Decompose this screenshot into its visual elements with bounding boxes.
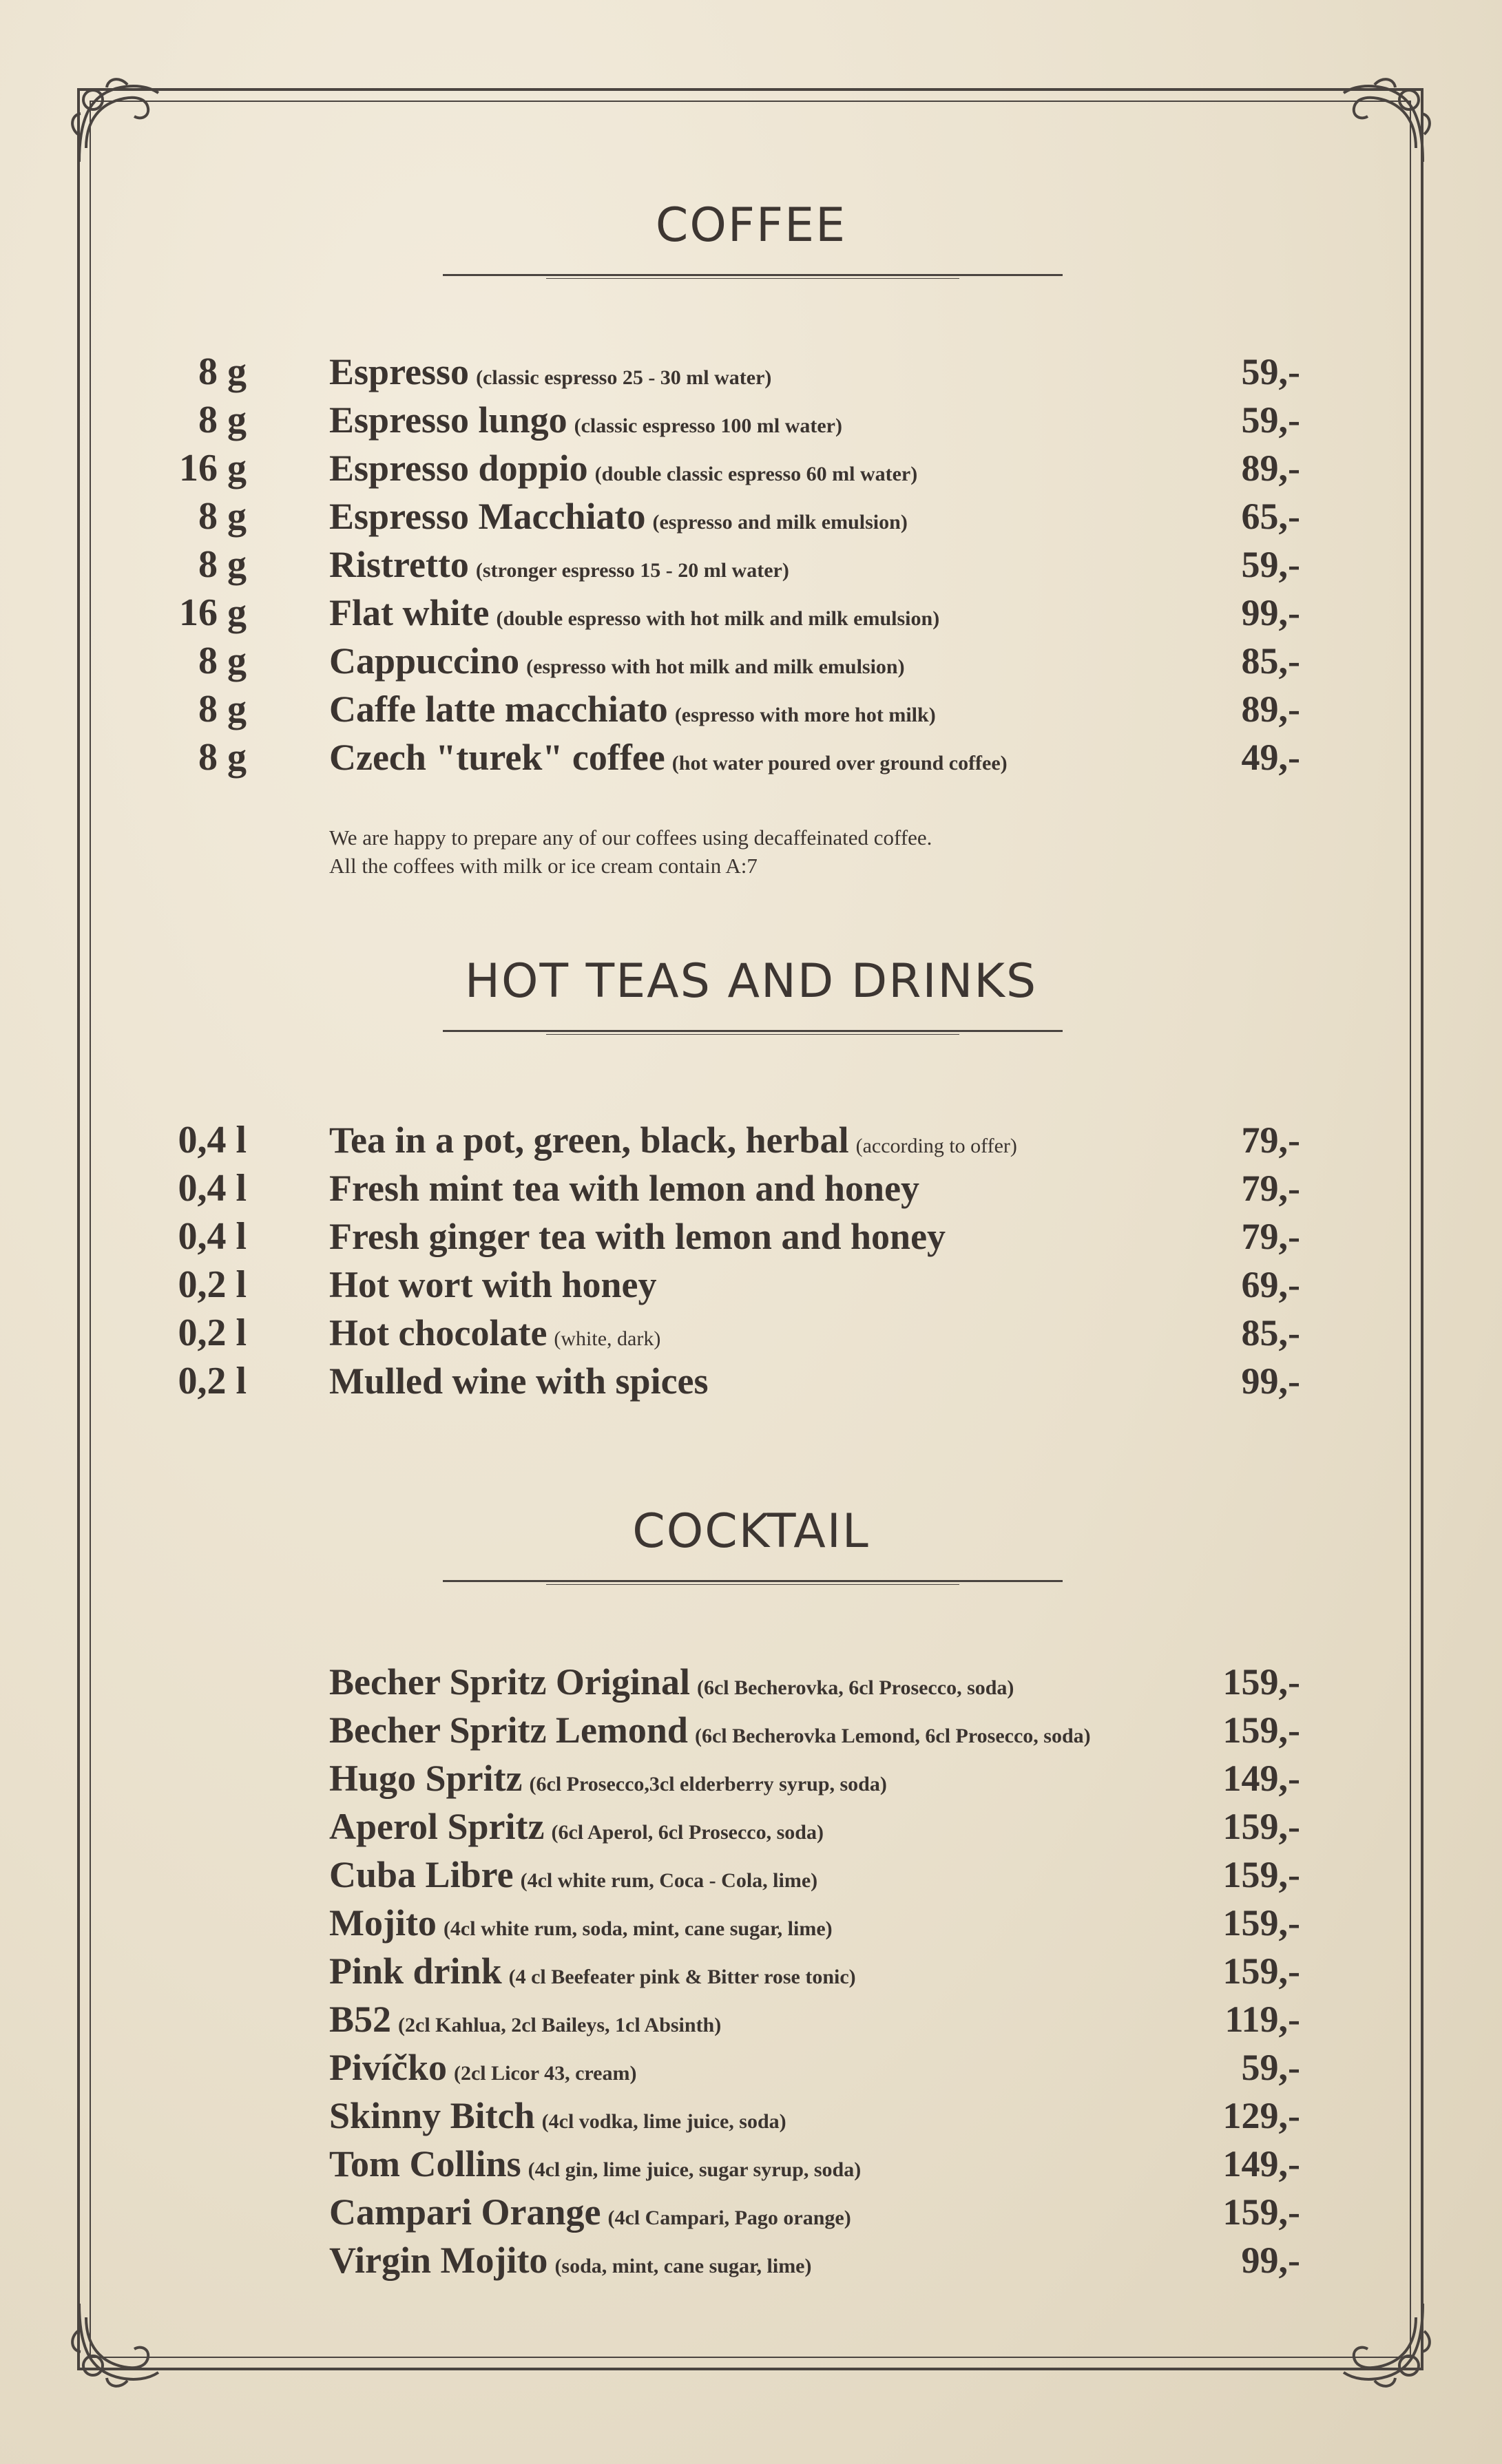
menu-item [329,542,789,593]
item-price: 79,- [1241,1119,1300,1161]
menu-item [329,397,842,449]
item-name: B52 [329,1999,392,2040]
menu-item-row [0,735,1502,780]
item-price: 159,- [1222,2191,1300,2233]
menu-item [329,590,939,642]
menu-item [329,1117,1017,1169]
item-description: (double classic espresso 60 ml water) [594,463,918,485]
item-price: 89,- [1241,447,1300,489]
item-name: Cappuccino [329,640,520,682]
item-description: (4cl Campari, Pago orange) [607,2207,851,2229]
menu-item [329,1659,1014,1711]
item-description: (4cl gin, lime juice, sugar syrup, soda) [528,2158,862,2181]
item-description: (hot water poured over ground coffee) [671,752,1008,775]
corner-ornament-icon [65,2290,169,2393]
menu-item-row [0,1659,1502,1705]
section-title-teas: HOT TEAS AND DRINKS [464,954,1038,1009]
item-price: 59,- [1241,544,1300,585]
item-name: Espresso lungo [329,399,567,441]
item-name: Hugo Spritz [329,1758,523,1799]
menu-item-row [0,1707,1502,1753]
item-price: 79,- [1241,1168,1300,1209]
item-name: Espresso [329,351,470,392]
item-quantity: 16 g [179,591,247,634]
item-quantity: 8 g [198,495,247,538]
item-name: Tom Collins [329,2143,521,2184]
menu-item-row [0,494,1502,539]
item-name: Aperol Spritz [329,1806,545,1847]
menu-item [329,494,908,545]
item-price: 149,- [1222,2143,1300,2184]
corner-ornament-icon [65,72,169,176]
item-price: 85,- [1241,1312,1300,1354]
menu-item-row [0,1117,1502,1163]
item-price: 149,- [1222,1758,1300,1799]
coffee-note-line: We are happy to prepare any of our coffees using decaffeinated coffee. [329,825,932,850]
item-price: 79,- [1241,1216,1300,1257]
menu-item [329,1166,919,1211]
item-name: Fresh mint tea with lemon and honey [329,1168,920,1209]
item-description: (2cl Licor 43, cream) [454,2062,637,2085]
menu-item-row [0,349,1502,394]
menu-item-row [0,1756,1502,1801]
item-description: (double espresso with hot milk and milk emulsion) [496,607,940,630]
item-price: 159,- [1222,1661,1300,1703]
item-description: (6cl Aperol, 6cl Prosecco, soda) [551,1821,824,1844]
menu-item-row [0,1900,1502,1946]
menu-item-row [0,1310,1502,1356]
item-name: Espresso doppio [329,447,588,489]
menu-item-row [0,1214,1502,1259]
menu-item-row [0,1997,1502,2042]
item-quantity: 0,2 l [178,1312,247,1354]
menu-item [329,686,936,738]
menu-item [329,1948,856,2000]
item-name: Fresh ginger tea with lemon and honey [329,1216,946,1257]
menu-item-row [0,1804,1502,1849]
menu-item [329,1804,824,1855]
menu-item [329,2237,812,2289]
item-price: 99,- [1241,1360,1300,1402]
corner-ornament-icon [1333,72,1437,176]
menu-item [329,735,1008,786]
item-description: (4cl vodka, lime juice, soda) [541,2110,786,2133]
coffee-note [329,823,932,880]
menu-item [329,1997,721,2048]
menu-item [329,2045,636,2096]
menu-item-row [0,638,1502,684]
item-description: (espresso with hot milk and milk emulsion) [526,655,905,678]
item-description: (4 cl Beefeater pink & Bitter rose tonic) [508,1966,856,1988]
item-price: 159,- [1222,1950,1300,1992]
menu-item [329,1756,887,1807]
item-price: 69,- [1241,1264,1300,1305]
menu-item [329,2189,851,2241]
item-description: (espresso with more hot milk) [674,704,936,726]
item-description: (white, dark) [554,1327,661,1350]
divider [443,274,1063,276]
item-quantity: 8 g [198,688,247,730]
menu-item [329,638,905,690]
item-quantity: 8 g [198,640,247,682]
menu-item [329,2141,861,2193]
item-price: 59,- [1241,2047,1300,2088]
menu-item-row [0,590,1502,635]
menu-item-row [0,1852,1502,1897]
menu-item-row [0,2045,1502,2090]
item-name: Caffe latte macchiato [329,688,668,730]
item-name: Hot wort with honey [329,1264,657,1305]
item-quantity: 16 g [179,447,247,489]
item-quantity: 0,4 l [178,1167,247,1210]
item-description: (classic espresso 100 ml water) [574,414,842,437]
menu-item-row [0,445,1502,491]
menu-item [329,349,771,401]
menu-item [329,1900,833,1952]
item-description: (espresso and milk emulsion) [652,511,908,534]
item-quantity: 0,2 l [178,1263,247,1306]
item-price: 65,- [1241,496,1300,537]
item-price: 159,- [1222,1709,1300,1751]
item-name: Hot chocolate [329,1312,547,1354]
menu-item-row [0,397,1502,443]
item-name: Becher Spritz Lemond [329,1709,688,1751]
item-name: Czech "turek" coffee [329,737,665,778]
menu-item-row [0,542,1502,587]
menu-item [329,1358,709,1404]
item-quantity: 8 g [198,543,247,586]
menu-item-row [0,2141,1502,2187]
menu-item-row [0,1166,1502,1211]
item-name: Cuba Libre [329,1854,514,1895]
item-price: 89,- [1241,688,1300,730]
item-price: 99,- [1241,592,1300,633]
item-price: 159,- [1222,1902,1300,1944]
item-description: (soda, mint, cane sugar, lime) [554,2255,812,2277]
item-quantity: 0,4 l [178,1215,247,1258]
section-title-cocktail: COCKTAIL [632,1504,870,1559]
menu-item [329,2093,786,2145]
item-name: Campari Orange [329,2191,601,2233]
divider [443,1030,1063,1032]
menu-item [329,1214,946,1259]
item-quantity: 8 g [198,736,247,779]
menu-item-row [0,1358,1502,1404]
item-price: 59,- [1241,351,1300,392]
item-price: 159,- [1222,1806,1300,1847]
corner-ornament-icon [1333,2290,1437,2393]
menu-item-row [0,2237,1502,2283]
item-price: 129,- [1222,2095,1300,2136]
item-name: Skinny Bitch [329,2095,535,2136]
item-description: (according to offer) [855,1135,1017,1157]
section-title-coffee: COFFEE [655,198,847,253]
item-name: Virgin Mojito [329,2240,548,2281]
item-quantity: 0,2 l [178,1360,247,1402]
item-description: (4cl white rum, Coca - Cola, lime) [520,1869,818,1892]
item-name: Mulled wine with spices [329,1360,709,1402]
item-price: 59,- [1241,399,1300,441]
menu-item [329,445,917,497]
menu-item-row [0,686,1502,732]
menu-item-row [0,1948,1502,1994]
item-description: (stronger espresso 15 - 20 ml water) [475,559,789,582]
item-description: (6cl Becherovka, 6cl Prosecco, soda) [696,1676,1014,1699]
item-name: Flat white [329,592,490,633]
divider [443,1580,1063,1582]
menu-item [329,1707,1091,1759]
item-description: (6cl Becherovka Lemond, 6cl Prosecco, soda) [694,1725,1091,1747]
item-name: Tea in a pot, green, black, herbal [329,1119,849,1161]
item-price: 159,- [1222,1854,1300,1895]
item-name: Mojito [329,1902,437,1944]
menu-item [329,1852,817,1904]
item-name: Pink drink [329,1950,502,1992]
menu-item [329,1310,660,1362]
item-price: 85,- [1241,640,1300,682]
menu-item-row [0,2189,1502,2235]
item-description: (6cl Prosecco,3cl elderberry syrup, soda) [529,1773,887,1796]
item-name: Becher Spritz Original [329,1661,690,1703]
item-quantity: 0,4 l [178,1119,247,1161]
item-price: 99,- [1241,2240,1300,2281]
item-name: Espresso Macchiato [329,496,646,537]
item-quantity: 8 g [198,350,247,393]
menu-item [329,1262,656,1307]
item-quantity: 8 g [198,399,247,441]
item-description: (4cl white rum, soda, mint, cane sugar, lime) [443,1917,833,1940]
item-description: (2cl Kahlua, 2cl Baileys, 1cl Absinth) [398,2014,722,2036]
menu-item-row [0,1262,1502,1307]
item-description: (classic espresso 25 - 30 ml water) [476,366,772,389]
item-name: Ristretto [329,544,469,585]
item-price: 119,- [1224,1999,1300,2040]
coffee-note-line: All the coffees with milk or ice cream contain A:7 [329,854,758,878]
menu-item-row [0,2093,1502,2138]
item-price: 49,- [1241,737,1300,778]
item-name: Pivíčko [329,2047,447,2088]
